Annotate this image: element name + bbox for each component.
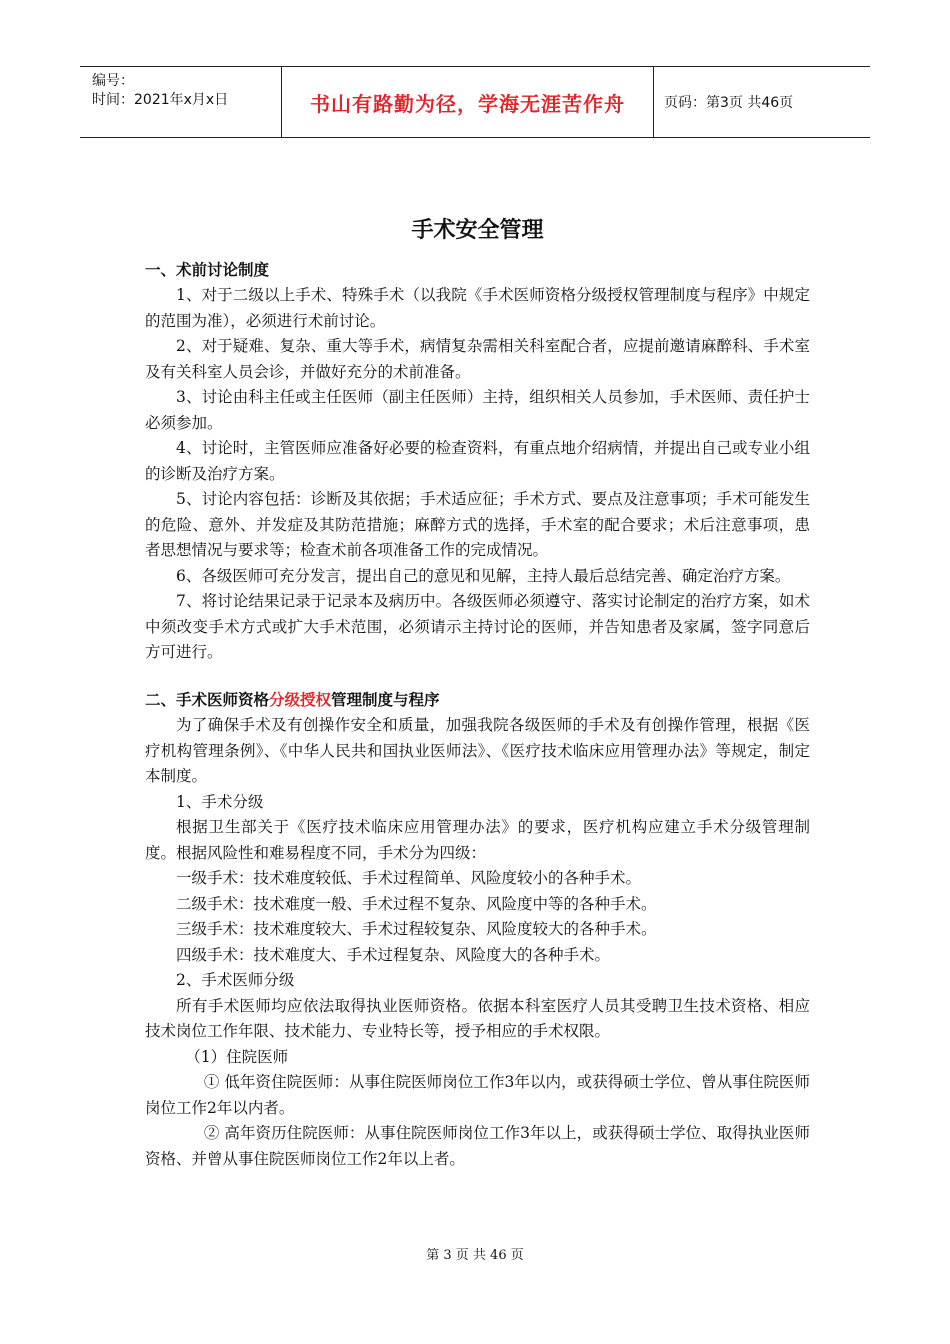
section1-paragraph: 3、讨论由科主任或主任医师（副主任医师）主持，组织相关人员参加，手术医师、责任护士必须参加。 [145,388,810,432]
document-title: 手术安全管理 [411,218,544,243]
section2-paragraph: 三级手术：技术难度较大、手术过程较复杂、风险度较大的各种手术。 [176,920,657,938]
page-header [80,66,870,138]
section1-paragraph: 6、各级医师可充分发言，提出自己的意见和见解，主持人最后总结完善、确定治疗方案。 [176,566,791,585]
section2-heading-after: 管理制度与程序 [331,690,440,709]
section1-heading: 一、术前讨论制度 [145,260,270,279]
section2-paragraph: 为了确保手术及有创操作安全和质量，加强我院各级医师的手术及有创操作管理，根据《医疗机构管理条例》、《中华人民共和国执业医师法》、《医疗技术临床应用管理办法》等规定，制定本制度。 [145,716,810,785]
number-label: 编号： [92,73,134,89]
section2-paragraph: 2、手术医师分级 [176,971,295,989]
section2-paragraph: 1、手术分级 [176,792,264,811]
section2-heading-before: 二、手术医师资格 [145,690,270,709]
section-gap [145,666,810,688]
section1-paragraph: 5、讨论内容包括：诊断及其依据；手术适应征；手术方式、要点及注意事项；手术可能发生的危险、意外、并发症及其防范措施；麻醉方式的选择，手术室的配合要求；术后注意事项，患者思想情况与要求等；检查术前各项准备工作的完成情况。 [145,490,810,559]
date-label: 时间：2021年x月x日 [92,92,229,108]
section2-paragraph: 根据卫生部关于《医疗技术临床应用管理办法》的要求，医疗机构应建立手术分级管理制度。根据风险性和难易程度不同，手术分为四级： [145,818,810,862]
section2-paragraph: ② 高年资历住院医师：从事住院医师岗位工作3年以上，或获得硕士学位、取得执业医师资格、并曾从事住院医师岗位工作2年以上者。 [145,1124,810,1168]
document-body [145,210,810,1172]
page-footer: 第 3 页 共 46 页 [426,1248,524,1263]
section1-paragraph: 4、讨论时，主管医师应准备好必要的检查资料，有重点地介绍病情，并提出自己或专业小组的诊断及治疗方案。 [145,439,810,483]
section1-paragraph: 2、对于疑难、复杂、重大等手术，病情复杂需相关科室配合者，应提前邀请麻醉科、手术室及有关科室人员会诊，并做好充分的术前准备。 [145,337,810,381]
header-motto: 书山有路勤为径，学海无涯苦作舟 [282,67,654,137]
section2-heading-highlight: 分级授权 [269,690,332,709]
header-meta [80,67,282,137]
section2-paragraph: ① 低年资住院医师：从事住院医师岗位工作3年以内，或获得硕士学位、曾从事住院医师岗位工作2年以内者。 [145,1073,810,1117]
section2-paragraph: （1）住院医师 [185,1047,289,1066]
header-page-info: 页码：第3页 共46页 [664,95,794,111]
section2-paragraph: 二级手术：技术难度一般、手术过程不复杂、风险度中等的各种手术。 [176,894,657,913]
section2-paragraph: 四级手术：技术难度大、手术过程复杂、风险度大的各种手术。 [176,945,611,964]
section1-paragraph: 1、对于二级以上手术、特殊手术（以我院《手术医师资格分级授权管理制度与程序》中规定的范围为准），必须进行术前讨论。 [145,286,810,330]
section2-paragraph: 所有手术医师均应依法取得执业医师资格。依据本科室医疗人员其受聘卫生技术资格、相应技术岗位工作年限、技术能力、专业特长等，授予相应的手术权限。 [145,996,810,1040]
section2-heading [145,688,810,714]
section2-paragraph: 一级手术：技术难度较低、手术过程简单、风险度较小的各种手术。 [176,869,642,887]
section1-paragraph: 7、将讨论结果记录于记录本及病历中。各级医师必须遵守、落实讨论制定的治疗方案，如术中须改变手术方式或扩大手术范围，必须请示主持讨论的医师，并告知患者及家属，签字同意后方可进行。 [145,592,810,661]
